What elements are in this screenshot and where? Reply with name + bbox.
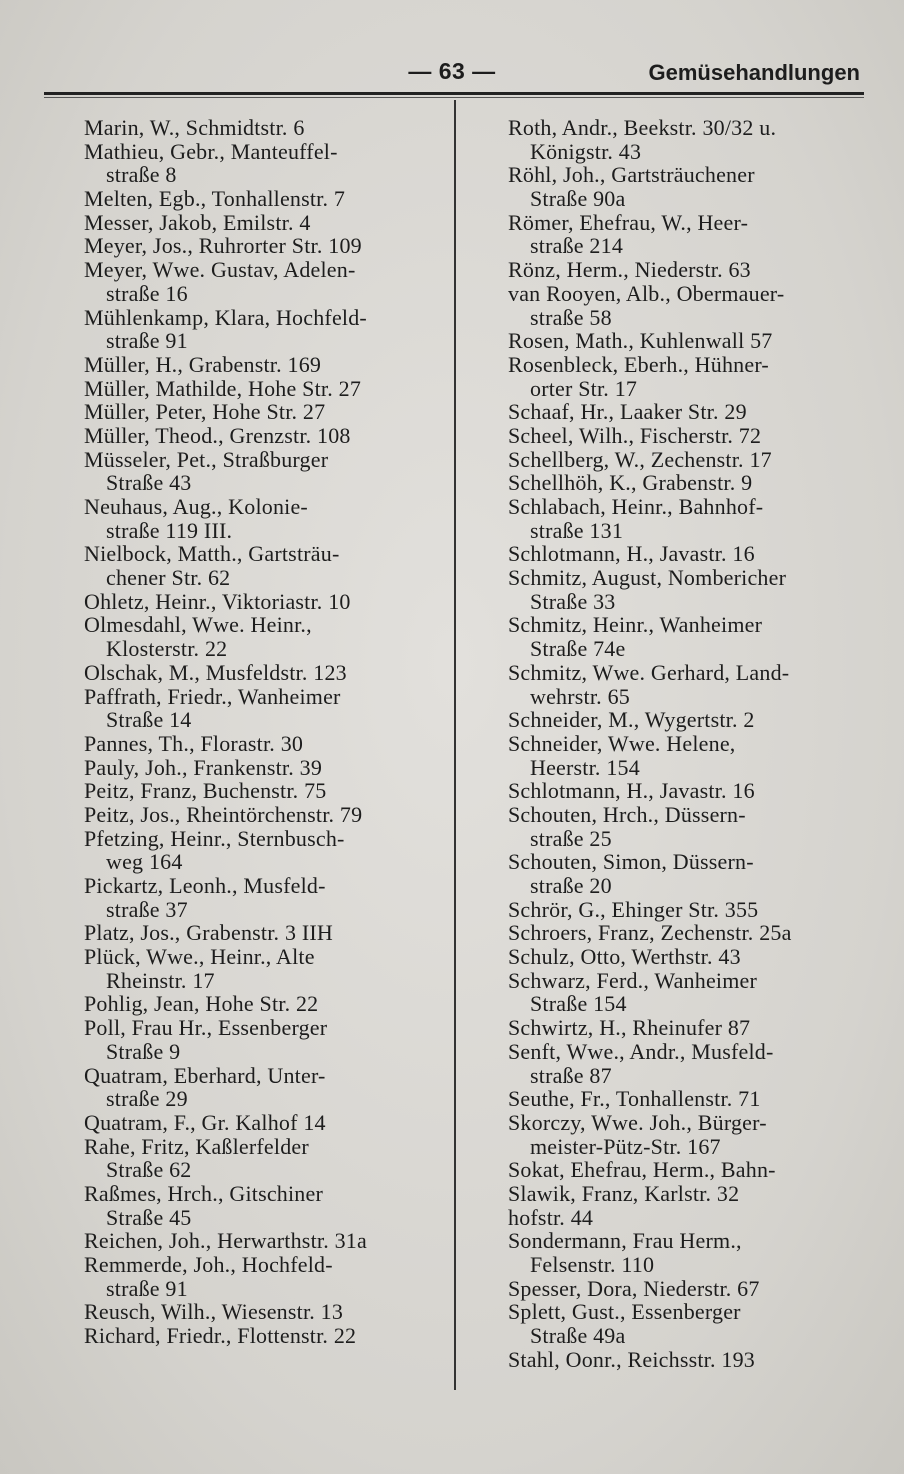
entry-text: Müller, Peter, Hohe Str. 27 — [84, 399, 326, 425]
entry-text: Röhl, Joh., Gartsträuchener — [508, 162, 755, 188]
entry-line — [84, 187, 444, 211]
entry-text: Rosenbleck, Eberh., Hühner- — [508, 351, 769, 377]
entry-line — [84, 306, 444, 330]
entry-text: Reusch, Wilh., Wiesenstr. 13 — [84, 1299, 344, 1325]
entry-text: Plück, Wwe., Heinr., Alte — [84, 944, 315, 970]
directory-entry — [84, 803, 444, 827]
entry-text: Stahl, Oonr., Reichsstr. 193 — [508, 1346, 755, 1372]
entry-line — [508, 1277, 868, 1301]
entry-continuation — [84, 1158, 444, 1182]
entry-text: Müller, Mathilde, Hohe Str. 27 — [84, 375, 362, 401]
entry-text: Straße 154 — [530, 991, 627, 1017]
entry-line — [508, 1206, 868, 1230]
entry-text: straße 20 — [530, 873, 612, 898]
entry-text: Remmerde, Joh., Hochfeld- — [84, 1252, 333, 1277]
entry-continuation — [508, 756, 868, 780]
entry-continuation — [508, 992, 868, 1016]
entry-text: Müsseler, Pet., Straßburger — [84, 446, 329, 472]
entry-line — [84, 1064, 444, 1088]
entry-text: straße 8 — [106, 162, 177, 188]
entry-line — [84, 685, 444, 709]
entry-text: Schneider, Wwe. Helene, — [508, 730, 736, 756]
left-column — [84, 116, 444, 1348]
entry-text: Schouten, Hrch., Düssern- — [508, 801, 746, 827]
entry-continuation — [84, 1040, 444, 1064]
entry-text: Rahe, Fritz, Kaßlerfelder — [84, 1133, 309, 1159]
entry-line — [84, 140, 444, 164]
directory-entry — [508, 1158, 868, 1182]
directory-entry — [84, 1229, 444, 1253]
entry-text: Schouten, Simon, Düssern- — [508, 849, 754, 875]
entry-continuation — [508, 234, 868, 258]
entry-text: Straße 43 — [106, 470, 192, 496]
entry-continuation — [508, 140, 868, 164]
entry-line — [508, 448, 868, 472]
entry-text: van Rooyen, Alb., Obermauer- — [508, 280, 785, 306]
entry-line — [508, 661, 868, 685]
directory-entry — [508, 566, 868, 613]
entry-text: Klosterstr. 22 — [106, 636, 228, 662]
entry-line — [508, 471, 868, 495]
entry-line — [508, 495, 868, 519]
directory-entry — [508, 353, 868, 400]
entry-text: Scheel, Wilh., Fischerstr. 72 — [508, 422, 762, 448]
entry-text: straße 25 — [530, 825, 612, 851]
entry-line — [84, 779, 444, 803]
entry-continuation — [84, 969, 444, 993]
entry-continuation — [84, 329, 444, 353]
entry-line — [508, 898, 868, 922]
entry-text: Pauly, Joh., Frankenstr. 39 — [84, 754, 323, 780]
entry-text: Schneider, M., Wygertstr. 2 — [508, 707, 755, 733]
entry-text: Messer, Jakob, Emilstr. 4 — [84, 209, 311, 235]
entry-line — [84, 732, 444, 756]
entry-continuation — [508, 637, 868, 661]
entry-text: Melten, Egb., Tonhallenstr. 7 — [84, 186, 346, 212]
entry-text: straße 214 — [530, 233, 624, 259]
entry-text: Schwirtz, H., Rheinufer 87 — [508, 1015, 751, 1041]
entry-line — [84, 377, 444, 401]
entry-line — [508, 732, 868, 756]
entry-text: Schellberg, W., Zechenstr. 17 — [508, 446, 772, 472]
entry-text: Seuthe, Fr., Tonhallenstr. 71 — [508, 1086, 761, 1112]
entry-continuation — [84, 898, 444, 922]
entry-text: Heerstr. 154 — [530, 754, 640, 780]
entry-line — [84, 542, 444, 566]
entry-line — [84, 1016, 444, 1040]
entry-line — [84, 803, 444, 827]
entry-text: Neuhaus, Aug., Kolonie- — [84, 494, 308, 519]
entry-line — [84, 1229, 444, 1253]
directory-entry — [508, 424, 868, 448]
entry-text: meister-Pütz-Str. 167 — [530, 1133, 721, 1159]
entry-text: Meyer, Jos., Ruhrorter Str. 109 — [84, 233, 362, 259]
entry-text: Schlabach, Heinr., Bahnhof- — [508, 494, 764, 519]
directory-entry — [508, 1277, 868, 1301]
entry-text: Peitz, Franz, Buchenstr. 75 — [84, 778, 327, 804]
entry-text: straße 29 — [106, 1086, 188, 1112]
entry-line — [508, 353, 868, 377]
directory-entry — [84, 945, 444, 992]
directory-entry — [508, 921, 868, 945]
directory-entry — [84, 874, 444, 921]
directory-entry — [84, 732, 444, 756]
directory-entry — [84, 1300, 444, 1324]
entry-line — [508, 613, 868, 637]
entry-line — [508, 850, 868, 874]
entry-text: Poll, Frau Hr., Essenberger — [84, 1015, 328, 1041]
directory-entry — [508, 803, 868, 850]
directory-entry — [508, 969, 868, 1016]
entry-line — [508, 1348, 868, 1372]
directory-entry — [84, 542, 444, 589]
entry-line — [84, 448, 444, 472]
entry-line — [84, 353, 444, 377]
entry-text: straße 131 — [530, 517, 624, 543]
entry-text: Meyer, Wwe. Gustav, Adelen- — [84, 257, 356, 283]
directory-entry — [84, 827, 444, 874]
entry-text: Pannes, Th., Florastr. 30 — [84, 730, 304, 756]
directory-entry — [508, 732, 868, 779]
entry-text: straße 91 — [106, 1275, 188, 1301]
directory-entry — [84, 779, 444, 803]
section-title: Gemüsehandlungen — [648, 60, 860, 85]
directory-entry — [508, 1206, 868, 1230]
entry-line — [84, 827, 444, 851]
entry-line — [84, 234, 444, 258]
entry-line — [84, 945, 444, 969]
directory-entry — [508, 850, 868, 897]
directory-entry — [84, 661, 444, 685]
directory-entry — [84, 424, 444, 448]
entry-text: Peitz, Jos., Rheintörchenstr. 79 — [84, 801, 363, 827]
directory-entry — [84, 756, 444, 780]
entry-line — [508, 1111, 868, 1135]
entry-text: Straße 33 — [530, 588, 616, 614]
directory-entry — [84, 921, 444, 945]
entry-continuation — [508, 306, 868, 330]
directory-entry — [508, 258, 868, 282]
entry-text: Schwarz, Ferd., Wanheimer — [508, 967, 758, 993]
directory-entry — [508, 708, 868, 732]
entry-line — [508, 1229, 868, 1253]
entry-continuation — [84, 1087, 444, 1111]
entry-text: Pfetzing, Heinr., Sternbusch- — [84, 825, 345, 851]
entry-text: Rönz, Herm., Niederstr. 63 — [508, 257, 751, 283]
entry-text: Schmitz, Heinr., Wanheimer — [508, 612, 763, 638]
directory-entry — [84, 400, 444, 424]
entry-text: Königstr. 43 — [530, 138, 642, 164]
directory-entry — [508, 400, 868, 424]
entry-text: Paffrath, Friedr., Wanheimer — [84, 683, 341, 709]
entry-line — [84, 495, 444, 519]
entry-text: weg 164 — [106, 849, 183, 875]
entry-line — [84, 258, 444, 282]
directory-entry — [508, 448, 868, 472]
directory-entry — [84, 1324, 444, 1348]
directory-entry — [508, 282, 868, 329]
entry-text: Olschak, M., Musfeldstr. 123 — [84, 659, 347, 685]
entry-text: Raßmes, Hrch., Gitschiner — [84, 1180, 323, 1206]
directory-entry — [84, 306, 444, 353]
entry-line — [84, 1300, 444, 1324]
directory-entry — [84, 1253, 444, 1300]
entry-continuation — [84, 708, 444, 732]
entry-continuation — [508, 1135, 868, 1159]
entry-text: Sondermann, Frau Herm., — [508, 1228, 742, 1254]
entry-text: orter Str. 17 — [530, 375, 638, 401]
entry-continuation — [84, 566, 444, 590]
entry-continuation — [84, 637, 444, 661]
entry-continuation — [508, 1064, 868, 1088]
entry-line — [508, 1040, 868, 1064]
entry-text: Roth, Andr., Beekstr. 30/32 u. — [508, 115, 777, 140]
entry-line — [84, 921, 444, 945]
directory-entry — [508, 661, 868, 708]
entry-line — [84, 116, 444, 140]
entry-line — [508, 708, 868, 732]
entry-line — [508, 329, 868, 353]
header-rule-thin — [44, 97, 864, 98]
directory-entry — [84, 187, 444, 211]
entry-text: Mühlenkamp, Klara, Hochfeld- — [84, 304, 367, 330]
header-rule — [44, 92, 864, 95]
directory-entry — [84, 1182, 444, 1229]
entry-text: Straße 62 — [106, 1157, 192, 1183]
entry-text: hofstr. 44 — [508, 1204, 594, 1230]
entry-text: Müller, Theod., Grenzstr. 108 — [84, 422, 351, 448]
directory-entry — [84, 1064, 444, 1111]
entry-line — [84, 992, 444, 1016]
directory-entry — [84, 448, 444, 495]
entry-text: Felsenstr. 110 — [530, 1252, 655, 1277]
directory-entry — [508, 1016, 868, 1040]
column-divider — [454, 100, 456, 1390]
entry-continuation — [84, 471, 444, 495]
directory-entry — [84, 1135, 444, 1182]
entry-text: Quatram, Eberhard, Unter- — [84, 1062, 326, 1088]
entry-line — [84, 1182, 444, 1206]
entry-line — [508, 424, 868, 448]
entry-text: Nielbock, Matth., Gartsträu- — [84, 541, 340, 567]
entry-line — [84, 1253, 444, 1277]
entry-text: Richard, Friedr., Flottenstr. 22 — [84, 1323, 357, 1349]
entry-text: wehrstr. 65 — [530, 683, 630, 709]
entry-continuation — [84, 519, 444, 543]
entry-line — [84, 1111, 444, 1135]
directory-entry — [84, 1111, 444, 1135]
entry-line — [84, 874, 444, 898]
entry-text: Schmitz, Wwe. Gerhard, Land- — [508, 659, 790, 685]
page-number: — 63 — — [408, 58, 496, 84]
entry-line — [508, 803, 868, 827]
entry-continuation — [508, 519, 868, 543]
entry-line — [508, 542, 868, 566]
entry-text: Schaaf, Hr., Laaker Str. 29 — [508, 399, 747, 425]
directory-entry — [508, 1229, 868, 1276]
directory-entry — [84, 1016, 444, 1063]
directory-entry — [84, 495, 444, 542]
entry-continuation — [508, 1324, 868, 1348]
directory-entry — [508, 1182, 868, 1206]
entry-text: Skorczy, Wwe. Joh., Bürger- — [508, 1109, 767, 1135]
entry-text: Straße 14 — [106, 707, 192, 733]
directory-entry — [508, 613, 868, 660]
entry-line — [84, 424, 444, 448]
directory-entry — [508, 471, 868, 495]
directory-entry — [84, 234, 444, 258]
directory-entry — [84, 613, 444, 660]
entry-text: Straße 90a — [530, 186, 626, 212]
entry-text: Müller, H., Grabenstr. 169 — [84, 351, 322, 377]
directory-entry — [508, 211, 868, 258]
entry-line — [84, 613, 444, 637]
entry-line — [508, 1016, 868, 1040]
entry-text: Schroers, Franz, Zechenstr. 25a — [508, 920, 792, 946]
entry-line — [508, 116, 868, 140]
directory-entry — [508, 329, 868, 353]
directory-entry — [508, 779, 868, 803]
entry-text: Mathieu, Gebr., Manteuffel- — [84, 138, 338, 164]
entry-continuation — [508, 187, 868, 211]
entry-text: straße 119 III. — [106, 517, 233, 543]
directory-entry — [508, 1300, 868, 1347]
entry-text: Slawik, Franz, Karlstr. 32 — [508, 1180, 740, 1206]
entry-text: Olmesdahl, Wwe. Heinr., — [84, 612, 312, 638]
entry-text: Rheinstr. 17 — [106, 967, 215, 993]
directory-entry — [84, 685, 444, 732]
entry-continuation — [508, 685, 868, 709]
entry-continuation — [508, 874, 868, 898]
entry-text: Platz, Jos., Grabenstr. 3 IIH — [84, 920, 333, 946]
entry-continuation — [508, 1253, 868, 1277]
entry-line — [84, 400, 444, 424]
entry-text: Schrör, G., Ehinger Str. 355 — [508, 896, 759, 922]
entry-text: Schellhöh, K., Grabenstr. 9 — [508, 470, 753, 496]
entry-line — [508, 566, 868, 590]
entry-line — [508, 1158, 868, 1182]
entry-line — [84, 661, 444, 685]
entry-text: Straße 74e — [530, 636, 626, 662]
entry-line — [508, 1300, 868, 1324]
directory-entry — [508, 945, 868, 969]
directory-entry — [84, 590, 444, 614]
entry-text: straße 58 — [530, 304, 612, 330]
directory-entry — [508, 495, 868, 542]
entry-text: straße 87 — [530, 1062, 612, 1088]
directory-entry — [508, 1348, 868, 1372]
entry-text: chener Str. 62 — [106, 565, 231, 591]
directory-entry — [84, 258, 444, 305]
entry-line — [508, 163, 868, 187]
entry-continuation — [84, 850, 444, 874]
directory-entry — [508, 1040, 868, 1087]
entry-continuation — [84, 1206, 444, 1230]
entry-line — [508, 921, 868, 945]
entry-continuation — [84, 282, 444, 306]
entry-text: Pohlig, Jean, Hohe Str. 22 — [84, 991, 319, 1017]
entry-text: Senft, Wwe., Andr., Musfeld- — [508, 1038, 774, 1064]
entry-line — [84, 1324, 444, 1348]
directory-entry — [508, 1087, 868, 1111]
entry-text: Ohletz, Heinr., Viktoriastr. 10 — [84, 588, 351, 614]
entry-text: Straße 49a — [530, 1323, 626, 1349]
entry-text: Schlotmann, H., Javastr. 16 — [508, 541, 755, 567]
entry-line — [84, 756, 444, 780]
entry-continuation — [508, 827, 868, 851]
entry-text: Römer, Ehefrau, W., Heer- — [508, 209, 749, 235]
entry-text: Splett, Gust., Essenberger — [508, 1299, 741, 1325]
right-column — [508, 116, 868, 1371]
entry-continuation — [84, 1277, 444, 1301]
entry-line — [508, 211, 868, 235]
entry-text: Schmitz, August, Nombericher — [508, 565, 787, 591]
entry-text: Rosen, Math., Kuhlenwall 57 — [508, 328, 773, 354]
entry-line — [84, 590, 444, 614]
directory-entry — [84, 353, 444, 377]
directory-entry — [508, 898, 868, 922]
entry-text: straße 16 — [106, 280, 188, 306]
entry-line — [84, 1135, 444, 1159]
directory-entry — [84, 140, 444, 187]
entry-line — [508, 258, 868, 282]
directory-entry — [84, 992, 444, 1016]
directory-entry — [508, 542, 868, 566]
directory-entry — [508, 116, 868, 163]
directory-entry — [508, 1111, 868, 1158]
entry-text: Spesser, Dora, Niederstr. 67 — [508, 1275, 760, 1301]
entry-line — [508, 779, 868, 803]
entry-text: Reichen, Joh., Herwarthstr. 31a — [84, 1228, 367, 1254]
entry-text: straße 91 — [106, 328, 188, 354]
entry-continuation — [84, 163, 444, 187]
entry-line — [508, 1182, 868, 1206]
entry-text: straße 37 — [106, 896, 188, 922]
entry-continuation — [508, 590, 868, 614]
entry-text: Schlotmann, H., Javastr. 16 — [508, 778, 755, 804]
entry-text: Pickartz, Leonh., Musfeld- — [84, 873, 326, 898]
entry-text: Straße 9 — [106, 1038, 181, 1064]
entry-text: Straße 45 — [106, 1204, 192, 1230]
directory-entry — [84, 116, 444, 140]
entry-text: Marin, W., Schmidtstr. 6 — [84, 115, 305, 140]
directory-entry — [84, 377, 444, 401]
entry-text: Sokat, Ehefrau, Herm., Bahn- — [508, 1157, 776, 1183]
entry-line — [508, 945, 868, 969]
directory-entry — [84, 211, 444, 235]
entry-line — [508, 400, 868, 424]
directory-entry — [508, 163, 868, 210]
entry-line — [508, 1087, 868, 1111]
entry-continuation — [508, 377, 868, 401]
entry-line — [508, 969, 868, 993]
entry-line — [508, 282, 868, 306]
entry-text: Quatram, F., Gr. Kalhof 14 — [84, 1109, 326, 1135]
entry-line — [84, 211, 444, 235]
entry-text: Schulz, Otto, Werthstr. 43 — [508, 944, 741, 970]
